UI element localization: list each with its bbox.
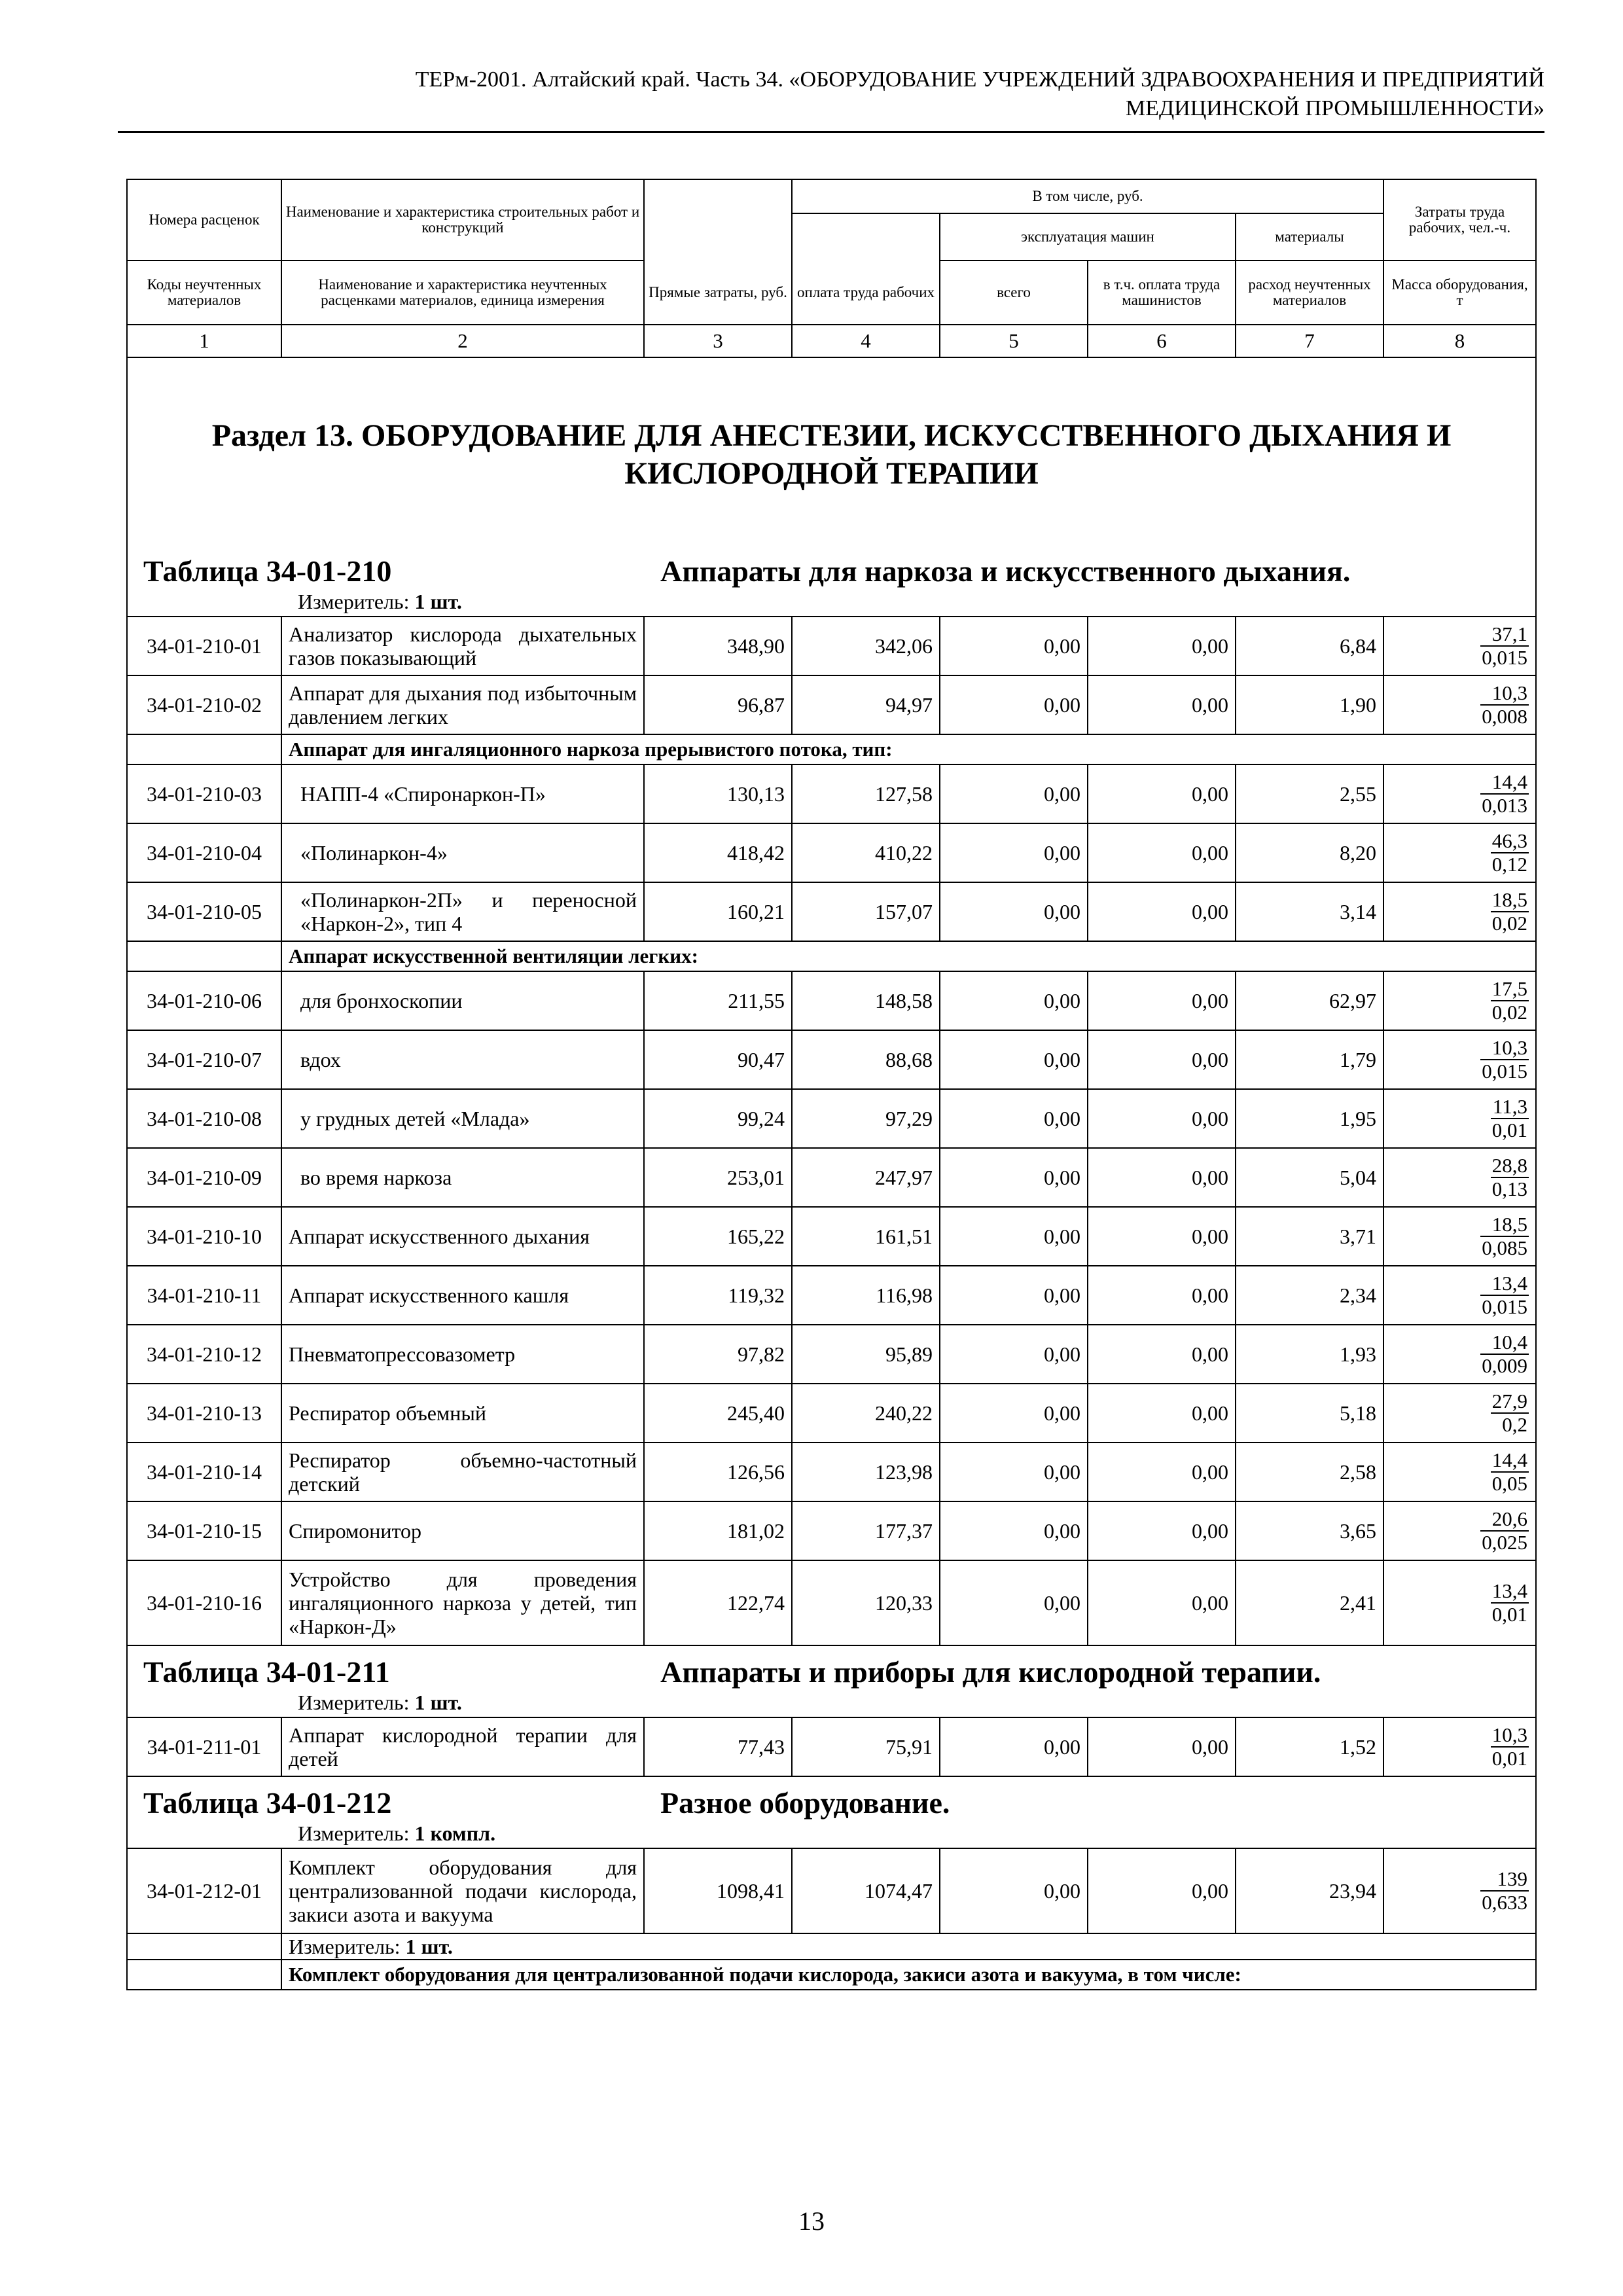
col-header-equipment-mass: Масса оборудования, т (1383, 260, 1536, 325)
value-c4: 177,37 (792, 1501, 940, 1560)
meter-line (134, 1820, 1529, 1846)
labor-mass-cell (1383, 971, 1536, 1030)
value-c5: 0,00 (940, 764, 1088, 823)
table-row (127, 823, 1536, 882)
rate-code: 34-01-210-08 (127, 1089, 281, 1148)
value-c7: 2,58 (1236, 1443, 1383, 1501)
table-title-line (134, 1786, 1529, 1820)
value-c4: 95,89 (792, 1325, 940, 1384)
value-c3: 130,13 (644, 764, 792, 823)
column-number: 4 (792, 325, 940, 357)
value-c4: 161,51 (792, 1207, 940, 1266)
labor-mass-cell (1383, 1089, 1536, 1148)
equipment-mass: 0,085 (1482, 1236, 1528, 1259)
value-c5: 0,00 (940, 1501, 1088, 1560)
value-c6: 0,00 (1088, 1266, 1236, 1325)
labor-mass-cell (1383, 1325, 1536, 1384)
value-c4: 120,33 (792, 1560, 940, 1645)
labor-cost: 14,4 (1480, 771, 1529, 795)
value-c4: 116,98 (792, 1266, 940, 1325)
labor-cost: 37,1 (1480, 623, 1529, 647)
value-c4: 157,07 (792, 882, 940, 941)
equipment-mass: 0,2 (1502, 1412, 1528, 1436)
rate-name: Пневматопрессовазометр (281, 1325, 644, 1384)
value-c7: 3,65 (1236, 1501, 1383, 1560)
rate-code: 34-01-210-04 (127, 823, 281, 882)
group-heading-row (127, 941, 1536, 971)
meter-label: Измеритель: (298, 590, 410, 613)
meter-line (134, 1689, 1529, 1715)
value-c6: 0,00 (1088, 1717, 1236, 1776)
rate-code: 34-01-210-14 (127, 1443, 281, 1501)
rate-name: Аппарат для дыхания под избыточным давлением легких (281, 675, 644, 734)
value-c5: 0,00 (940, 1030, 1088, 1089)
value-c4: 247,97 (792, 1148, 940, 1207)
rate-code: 34-01-210-16 (127, 1560, 281, 1645)
equipment-mass: 0,01 (1491, 1118, 1528, 1141)
section-row (127, 357, 1536, 545)
table-row (127, 1325, 1536, 1384)
table-number: Таблица 34-01-212 (143, 1786, 392, 1820)
rate-name: Респиратор объемно-частотный детский (281, 1443, 644, 1501)
col-header-material-codes: Коды неучтенных материалов (127, 260, 281, 325)
labor-mass-fraction (1491, 978, 1529, 1024)
value-c4: 342,06 (792, 617, 940, 675)
value-c7: 3,71 (1236, 1207, 1383, 1266)
column-number: 3 (644, 325, 792, 357)
meter-label: Измеритель: (289, 1934, 401, 1958)
rate-name: Устройство для проведения ингаляционного наркоза у детей, тип «Наркон-Д» (281, 1560, 644, 1645)
table-row (127, 1848, 1536, 1933)
labor-cost: 139 (1480, 1868, 1529, 1892)
table-row (127, 1560, 1536, 1645)
meter-label: Измеритель: (298, 1821, 410, 1845)
value-c7: 2,41 (1236, 1560, 1383, 1645)
value-c4: 97,29 (792, 1089, 940, 1148)
labor-mass-cell (1383, 1443, 1536, 1501)
equipment-mass: 0,008 (1482, 704, 1528, 728)
col-header-in-that: В том числе, руб. (792, 179, 1383, 213)
column-number: 5 (940, 325, 1088, 357)
col-header-material-names: Наименование и характеристика неучтенных расценками материалов, единица измерения (281, 260, 644, 325)
group-heading-row (127, 1960, 1536, 1990)
value-c3: 119,32 (644, 1266, 792, 1325)
value-c5: 0,00 (940, 1384, 1088, 1443)
labor-mass-fraction (1491, 1449, 1529, 1495)
rate-name: Аппарат искусственного дыхания (281, 1207, 644, 1266)
labor-mass-fraction (1480, 1868, 1529, 1914)
rate-name: Спиромонитор (281, 1501, 644, 1560)
col-header-machines: эксплуатация машин (940, 213, 1236, 260)
rate-name: «Полинаркон-4» (281, 823, 644, 882)
value-c6: 0,00 (1088, 882, 1236, 941)
equipment-mass: 0,02 (1491, 1000, 1528, 1024)
value-c7: 2,34 (1236, 1266, 1383, 1325)
table-number: Таблица 34-01-210 (143, 554, 392, 588)
value-c5: 0,00 (940, 1148, 1088, 1207)
table-row (127, 971, 1536, 1030)
group-heading: Аппарат для ингаляционного наркоза прерывистого потока, тип: (281, 734, 1536, 764)
labor-cost: 13,4 (1480, 1272, 1529, 1296)
meter-value: 1 компл. (414, 1821, 496, 1845)
labor-cost: 17,5 (1491, 977, 1528, 1000)
page-header (118, 65, 1544, 123)
value-c5: 0,00 (940, 1089, 1088, 1148)
value-c6: 0,00 (1088, 617, 1236, 675)
rate-code: 34-01-210-15 (127, 1501, 281, 1560)
value-c7: 1,79 (1236, 1030, 1383, 1089)
rate-name: для бронхоскопии (281, 971, 644, 1030)
value-c3: 211,55 (644, 971, 792, 1030)
rate-code: 34-01-210-12 (127, 1325, 281, 1384)
value-c5: 0,00 (940, 1848, 1088, 1933)
value-c5: 0,00 (940, 1560, 1088, 1645)
equipment-mass: 0,05 (1491, 1471, 1528, 1495)
column-number: 6 (1088, 325, 1236, 357)
table-row (127, 882, 1536, 941)
rate-code: 34-01-210-11 (127, 1266, 281, 1325)
equipment-mass: 0,013 (1482, 793, 1528, 817)
value-c7: 1,93 (1236, 1325, 1383, 1384)
value-c3: 122,74 (644, 1560, 792, 1645)
rate-code: 34-01-210-01 (127, 617, 281, 675)
value-c7: 23,94 (1236, 1848, 1383, 1933)
table-row (127, 1717, 1536, 1776)
value-c3: 418,42 (644, 823, 792, 882)
rate-name: Комплект оборудования для централизованной подачи кислорода, закиси азота и вакуума (281, 1848, 644, 1933)
rate-name: Аппарат кислородной терапии для детей (281, 1717, 644, 1776)
labor-mass-fraction (1491, 889, 1529, 935)
value-c3: 181,02 (644, 1501, 792, 1560)
rate-name: Аппарат искусственного кашля (281, 1266, 644, 1325)
value-c4: 410,22 (792, 823, 940, 882)
labor-mass-cell (1383, 1266, 1536, 1325)
table-row (127, 1266, 1536, 1325)
labor-mass-fraction (1491, 1580, 1529, 1626)
col-header-materials: материалы (1236, 213, 1383, 260)
value-c7: 1,52 (1236, 1717, 1383, 1776)
table-number: Таблица 34-01-211 (143, 1655, 390, 1689)
labor-mass-fraction (1480, 623, 1529, 669)
value-c4: 75,91 (792, 1717, 940, 1776)
col-header-direct-costs: Прямые затраты, руб. (644, 260, 792, 325)
value-c6: 0,00 (1088, 1148, 1236, 1207)
header-line-2: МЕДИЦИНСКОЙ ПРОМЫШЛЕННОСТИ» (1125, 96, 1544, 120)
rate-code: 34-01-210-09 (127, 1148, 281, 1207)
value-c4: 1074,47 (792, 1848, 940, 1933)
labor-cost: 18,5 (1480, 1213, 1529, 1237)
table-row (127, 1443, 1536, 1501)
value-c3: 90,47 (644, 1030, 792, 1089)
table-row (127, 1207, 1536, 1266)
table-heading (127, 545, 1536, 617)
table-row (127, 764, 1536, 823)
header-rule (118, 131, 1544, 133)
labor-mass-fraction (1480, 771, 1529, 817)
meter-value: 1 шт. (414, 1691, 462, 1714)
rate-name: у грудных детей «Млада» (281, 1089, 644, 1148)
table-title-line (134, 554, 1529, 588)
rate-code: 34-01-210-06 (127, 971, 281, 1030)
labor-cost: 10,3 (1480, 1037, 1529, 1060)
meter-line (281, 1933, 1536, 1960)
rate-code: 34-01-210-10 (127, 1207, 281, 1266)
rate-code: 34-01-212-01 (127, 1848, 281, 1933)
value-c6: 0,00 (1088, 823, 1236, 882)
equipment-mass: 0,015 (1482, 1295, 1528, 1318)
equipment-mass: 0,12 (1491, 852, 1528, 876)
value-c4: 148,58 (792, 971, 940, 1030)
labor-cost: 10,3 (1480, 682, 1529, 706)
value-c5: 0,00 (940, 882, 1088, 941)
value-c5: 0,00 (940, 823, 1088, 882)
column-number: 7 (1236, 325, 1383, 357)
labor-cost: 20,6 (1480, 1508, 1529, 1532)
header-line-1: ТЕРм-2001. Алтайский край. Часть 34. «ОБОРУДОВАНИЕ УЧРЕЖДЕНИЙ ЗДРАВООХРАНЕНИЯ И ПРЕДПРИЯТИЙ (415, 67, 1544, 92)
value-c6: 0,00 (1088, 1443, 1236, 1501)
labor-mass-fraction (1491, 1724, 1529, 1770)
group-heading: Комплект оборудования для централизованной подачи кислорода, закиси азота и вакуума, в том числе: (281, 1960, 1536, 1990)
col-header-machines-total: всего (940, 260, 1088, 325)
labor-mass-cell (1383, 1560, 1536, 1645)
table-row (127, 1030, 1536, 1089)
equipment-mass: 0,015 (1482, 645, 1528, 669)
labor-mass-cell (1383, 1384, 1536, 1443)
value-c4: 240,22 (792, 1384, 940, 1443)
meter-row (127, 1933, 1536, 1960)
value-c5: 0,00 (940, 617, 1088, 675)
labor-mass-cell (1383, 675, 1536, 734)
value-c7: 5,18 (1236, 1384, 1383, 1443)
equipment-mass: 0,015 (1482, 1059, 1528, 1083)
table-row (127, 617, 1536, 675)
table-title: Разное оборудование. (660, 1786, 950, 1820)
labor-mass-fraction (1480, 682, 1529, 728)
equipment-mass: 0,01 (1491, 1746, 1528, 1770)
section-title: Раздел 13. ОБОРУДОВАНИЕ ДЛЯ АНЕСТЕЗИИ, ИСКУССТВЕННОГО ДЫХАНИЯ И КИСЛОРОДНОЙ ТЕРАПИИ (127, 357, 1536, 545)
equipment-mass: 0,01 (1491, 1602, 1528, 1626)
value-c4: 88,68 (792, 1030, 940, 1089)
labor-mass-cell (1383, 823, 1536, 882)
equipment-mass: 0,02 (1491, 911, 1528, 935)
col-header-rate-numbers: Номера расценок (127, 179, 281, 260)
value-c6: 0,00 (1088, 764, 1236, 823)
value-c4: 123,98 (792, 1443, 940, 1501)
rate-code: 34-01-210-07 (127, 1030, 281, 1089)
value-c7: 5,04 (1236, 1148, 1383, 1207)
labor-mass-cell (1383, 617, 1536, 675)
rate-code: 34-01-210-05 (127, 882, 281, 941)
col-header-work-name: Наименование и характеристика строительных работ и конструкций (281, 179, 644, 260)
labor-mass-cell (1383, 1030, 1536, 1089)
column-number: 2 (281, 325, 644, 357)
labor-cost: 14,4 (1491, 1448, 1528, 1471)
value-c6: 0,00 (1088, 1560, 1236, 1645)
value-c3: 99,24 (644, 1089, 792, 1148)
value-c7: 8,20 (1236, 823, 1383, 882)
value-c6: 0,00 (1088, 1089, 1236, 1148)
col-header-worker-pay: оплата труда рабочих (792, 260, 940, 325)
labor-mass-cell (1383, 1207, 1536, 1266)
equipment-mass: 0,13 (1491, 1177, 1528, 1200)
page-number: 13 (798, 2206, 825, 2236)
group-heading-row (127, 734, 1536, 764)
rate-name: вдох (281, 1030, 644, 1089)
labor-mass-fraction (1491, 830, 1529, 876)
meter-label: Измеритель: (298, 1691, 410, 1714)
labor-mass-fraction (1491, 1096, 1529, 1141)
labor-mass-fraction (1491, 1390, 1529, 1436)
meter-value: 1 шт. (405, 1934, 453, 1958)
value-c6: 0,00 (1088, 1207, 1236, 1266)
labor-mass-cell (1383, 1501, 1536, 1560)
equipment-mass: 0,009 (1482, 1354, 1528, 1377)
table-heading-row (127, 1776, 1536, 1848)
value-c3: 96,87 (644, 675, 792, 734)
labor-mass-cell (1383, 882, 1536, 941)
value-c7: 1,95 (1236, 1089, 1383, 1148)
value-c7: 62,97 (1236, 971, 1383, 1030)
labor-mass-fraction (1480, 1331, 1529, 1377)
table-title-line (134, 1655, 1529, 1689)
value-c6: 0,00 (1088, 1384, 1236, 1443)
col-header-labor: Затраты труда рабочих, чел.-ч. (1383, 179, 1536, 260)
value-c5: 0,00 (940, 971, 1088, 1030)
group-heading: Аппарат искусственной вентиляции легких: (281, 941, 1536, 971)
value-c4: 94,97 (792, 675, 940, 734)
rate-name: НАПП-4 «Спиронаркон-П» (281, 764, 644, 823)
rate-code: 34-01-211-01 (127, 1717, 281, 1776)
labor-mass-fraction (1480, 1213, 1529, 1259)
value-c6: 0,00 (1088, 1848, 1236, 1933)
value-c6: 0,00 (1088, 1501, 1236, 1560)
labor-mass-fraction (1480, 1272, 1529, 1318)
value-c5: 0,00 (940, 1443, 1088, 1501)
rate-name: «Полинаркон-2П» и переносной «Наркон-2», тип 4 (281, 882, 644, 941)
labor-mass-fraction (1480, 1508, 1529, 1554)
col-header-material-consumption: расход неучтенных материалов (1236, 260, 1383, 325)
value-c3: 160,21 (644, 882, 792, 941)
labor-cost: 13,4 (1491, 1579, 1528, 1602)
table-title: Аппараты для наркоза и искусственного дыхания. (660, 554, 1351, 588)
rate-code: 34-01-210-02 (127, 675, 281, 734)
meter-value: 1 шт. (414, 590, 462, 613)
rate-name: Анализатор кислорода дыхательных газов показывающий (281, 617, 644, 675)
value-c6: 0,00 (1088, 1030, 1236, 1089)
labor-cost: 10,4 (1480, 1331, 1529, 1355)
column-number-row (127, 325, 1536, 357)
value-c5: 0,00 (940, 1266, 1088, 1325)
labor-cost: 10,3 (1491, 1723, 1528, 1746)
table-heading-row (127, 545, 1536, 617)
rate-code: 34-01-210-03 (127, 764, 281, 823)
value-c5: 0,00 (940, 675, 1088, 734)
labor-cost: 46,3 (1491, 829, 1528, 852)
value-c3: 1098,41 (644, 1848, 792, 1933)
labor-cost: 27,9 (1491, 1389, 1528, 1412)
equipment-mass: 0,633 (1482, 1890, 1528, 1914)
table-row (127, 1148, 1536, 1207)
value-c3: 253,01 (644, 1148, 792, 1207)
value-c5: 0,00 (940, 1717, 1088, 1776)
value-c5: 0,00 (940, 1325, 1088, 1384)
value-c6: 0,00 (1088, 1325, 1236, 1384)
equipment-mass: 0,025 (1482, 1530, 1528, 1554)
labor-cost: 28,8 (1491, 1153, 1528, 1177)
rate-name: Респиратор объемный (281, 1384, 644, 1443)
labor-mass-cell (1383, 1717, 1536, 1776)
value-c5: 0,00 (940, 1207, 1088, 1266)
value-c3: 245,40 (644, 1384, 792, 1443)
table-heading (127, 1645, 1536, 1717)
rate-name: во время наркоза (281, 1148, 644, 1207)
value-c3: 348,90 (644, 617, 792, 675)
labor-mass-cell (1383, 764, 1536, 823)
value-c6: 0,00 (1088, 675, 1236, 734)
value-c6: 0,00 (1088, 971, 1236, 1030)
table-title: Аппараты и приборы для кислородной терапии. (660, 1655, 1321, 1689)
meter-line (134, 588, 1529, 615)
table-row (127, 1089, 1536, 1148)
labor-mass-fraction (1480, 1037, 1529, 1083)
value-c7: 3,14 (1236, 882, 1383, 941)
value-c7: 1,90 (1236, 675, 1383, 734)
table-heading-row (127, 1645, 1536, 1717)
labor-cost: 18,5 (1491, 888, 1528, 911)
rate-code: 34-01-210-13 (127, 1384, 281, 1443)
table-row (127, 675, 1536, 734)
value-c4: 127,58 (792, 764, 940, 823)
table-row (127, 1501, 1536, 1560)
value-c3: 165,22 (644, 1207, 792, 1266)
labor-mass-fraction (1491, 1155, 1529, 1200)
rates-table (126, 179, 1537, 1990)
table-row (127, 1384, 1536, 1443)
value-c7: 6,84 (1236, 617, 1383, 675)
column-number: 8 (1383, 325, 1536, 357)
value-c7: 2,55 (1236, 764, 1383, 823)
labor-mass-cell (1383, 1848, 1536, 1933)
col-header-operator-pay: в т.ч. оплата труда машинистов (1088, 260, 1236, 325)
value-c3: 77,43 (644, 1717, 792, 1776)
labor-cost: 11,3 (1491, 1096, 1529, 1119)
column-number: 1 (127, 325, 281, 357)
labor-mass-cell (1383, 1148, 1536, 1207)
value-c3: 126,56 (644, 1443, 792, 1501)
value-c3: 97,82 (644, 1325, 792, 1384)
table-heading (127, 1776, 1536, 1848)
